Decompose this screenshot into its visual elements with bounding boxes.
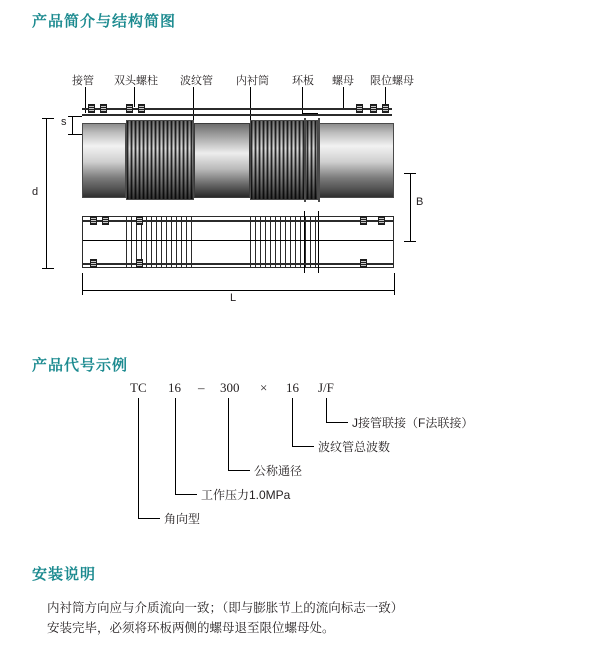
callout-label-limit-nut: 限位螺母: [370, 75, 414, 87]
callout-label-nut: 螺母: [332, 75, 354, 87]
nut-upper-left-2: [100, 104, 107, 113]
nozzle-left: [82, 123, 126, 198]
structure-diagram: [32, 68, 540, 304]
dimension-label-s: s: [61, 116, 67, 128]
callout-label-liner: 内衬筒: [236, 75, 269, 87]
nut-lower-mid-2: [136, 259, 143, 268]
code-part-series: TC: [130, 380, 147, 395]
dimension-tick-b-top: [404, 173, 416, 174]
ring-plate-upper-2: [318, 118, 320, 202]
code-part-pressure: 16: [168, 380, 181, 395]
callout-label-bellows: 波纹管: [180, 75, 213, 87]
section-hatch-right-bellows: [250, 217, 318, 267]
stud-bar-top-2: [82, 114, 392, 116]
code-note-diameter: 公称通径: [254, 464, 303, 478]
code-tick-connection: [326, 422, 348, 423]
stud-bar-lower: [82, 220, 394, 222]
nut-upper-right-2: [370, 104, 377, 113]
stud-bar-lower-2: [82, 263, 394, 265]
nut-lower-right-2: [378, 216, 385, 225]
nut-lower-right-1: [360, 216, 367, 225]
code-leader-series: [138, 398, 139, 518]
code-leader-diameter: [228, 398, 229, 470]
code-part-diameter: 300: [220, 380, 240, 395]
page-title-product-intro: 产品简介与结构简图: [32, 13, 177, 30]
dimension-tick-d-top: [42, 118, 54, 119]
callout-label-nozzle: 接管: [72, 75, 94, 87]
code-note-connection: J接管联接（F法联接）: [352, 416, 474, 430]
nut-lower-mid-1: [136, 216, 143, 225]
leader-line-stud: [134, 87, 135, 107]
nut-lower-left-1: [90, 216, 97, 225]
nut-lower-right-3: [360, 259, 367, 268]
nut-lower-left-3: [90, 259, 97, 268]
dimension-tick-l-right: [394, 273, 395, 295]
dimension-tick-b-bottom: [404, 241, 416, 242]
ring-plate-upper: [304, 118, 306, 202]
nut-upper-left-1: [88, 104, 95, 113]
dimension-tick-s-top: [68, 116, 82, 117]
code-leader-pressure: [175, 398, 176, 494]
dimension-line-d: [46, 118, 47, 268]
nut-upper-mid-1: [126, 104, 133, 113]
nut-upper-right-1: [356, 104, 363, 113]
callout-label-ring-plate: 环板: [292, 75, 314, 87]
code-part-dash: –: [198, 380, 205, 395]
page-title-product-code: 产品代号示例: [32, 357, 129, 374]
liner-middle: [194, 123, 250, 198]
nut-upper-mid-2: [138, 104, 145, 113]
nut-upper-right-3: [382, 104, 389, 113]
page-title-install: 安装说明: [32, 566, 97, 583]
bellows-right: [250, 120, 318, 200]
dimension-line-s: [72, 116, 73, 134]
code-tick-diameter: [228, 470, 250, 471]
nut-lower-left-2: [102, 216, 109, 225]
product-code-diagram: [120, 380, 520, 545]
code-tick-series: [138, 518, 160, 519]
dimension-tick-l-left: [82, 273, 83, 295]
install-line-1: 内衬筒方向应与介质流向一致；（即与膨胀节上的流向标志一致）: [47, 601, 404, 615]
section-centerline: [83, 240, 393, 241]
code-tick-wave-count: [292, 446, 314, 447]
leader-line-nut: [343, 87, 344, 109]
install-line-2: 安装完毕，必须将环板两侧的螺母退至限位螺母处。: [47, 621, 335, 635]
dimension-line-l: [82, 290, 394, 291]
code-part-connection: J/F: [318, 380, 334, 395]
code-leader-wave-count: [292, 398, 293, 446]
dimension-label-b: B: [416, 196, 424, 208]
code-part-wave-count: 16: [286, 380, 299, 395]
dimension-label-d: d: [32, 186, 39, 198]
code-part-times: ×: [260, 380, 268, 395]
code-tick-pressure: [175, 494, 197, 495]
install-instructions: [47, 598, 403, 638]
dimension-line-b: [410, 173, 411, 241]
callout-label-double-end-stud: 双头螺柱: [114, 75, 158, 87]
code-note-series: 角向型: [164, 512, 201, 526]
code-note-wave-count: 波纹管总波数: [318, 440, 391, 454]
code-leader-connection: [326, 398, 327, 422]
dimension-tick-d-bottom: [42, 268, 54, 269]
bellows-left: [126, 120, 194, 200]
nozzle-right: [318, 123, 394, 198]
code-note-pressure: 工作压力1.0MPa: [201, 488, 291, 502]
dimension-label-l: L: [230, 292, 237, 304]
dimension-tick-s-bottom: [68, 134, 82, 135]
